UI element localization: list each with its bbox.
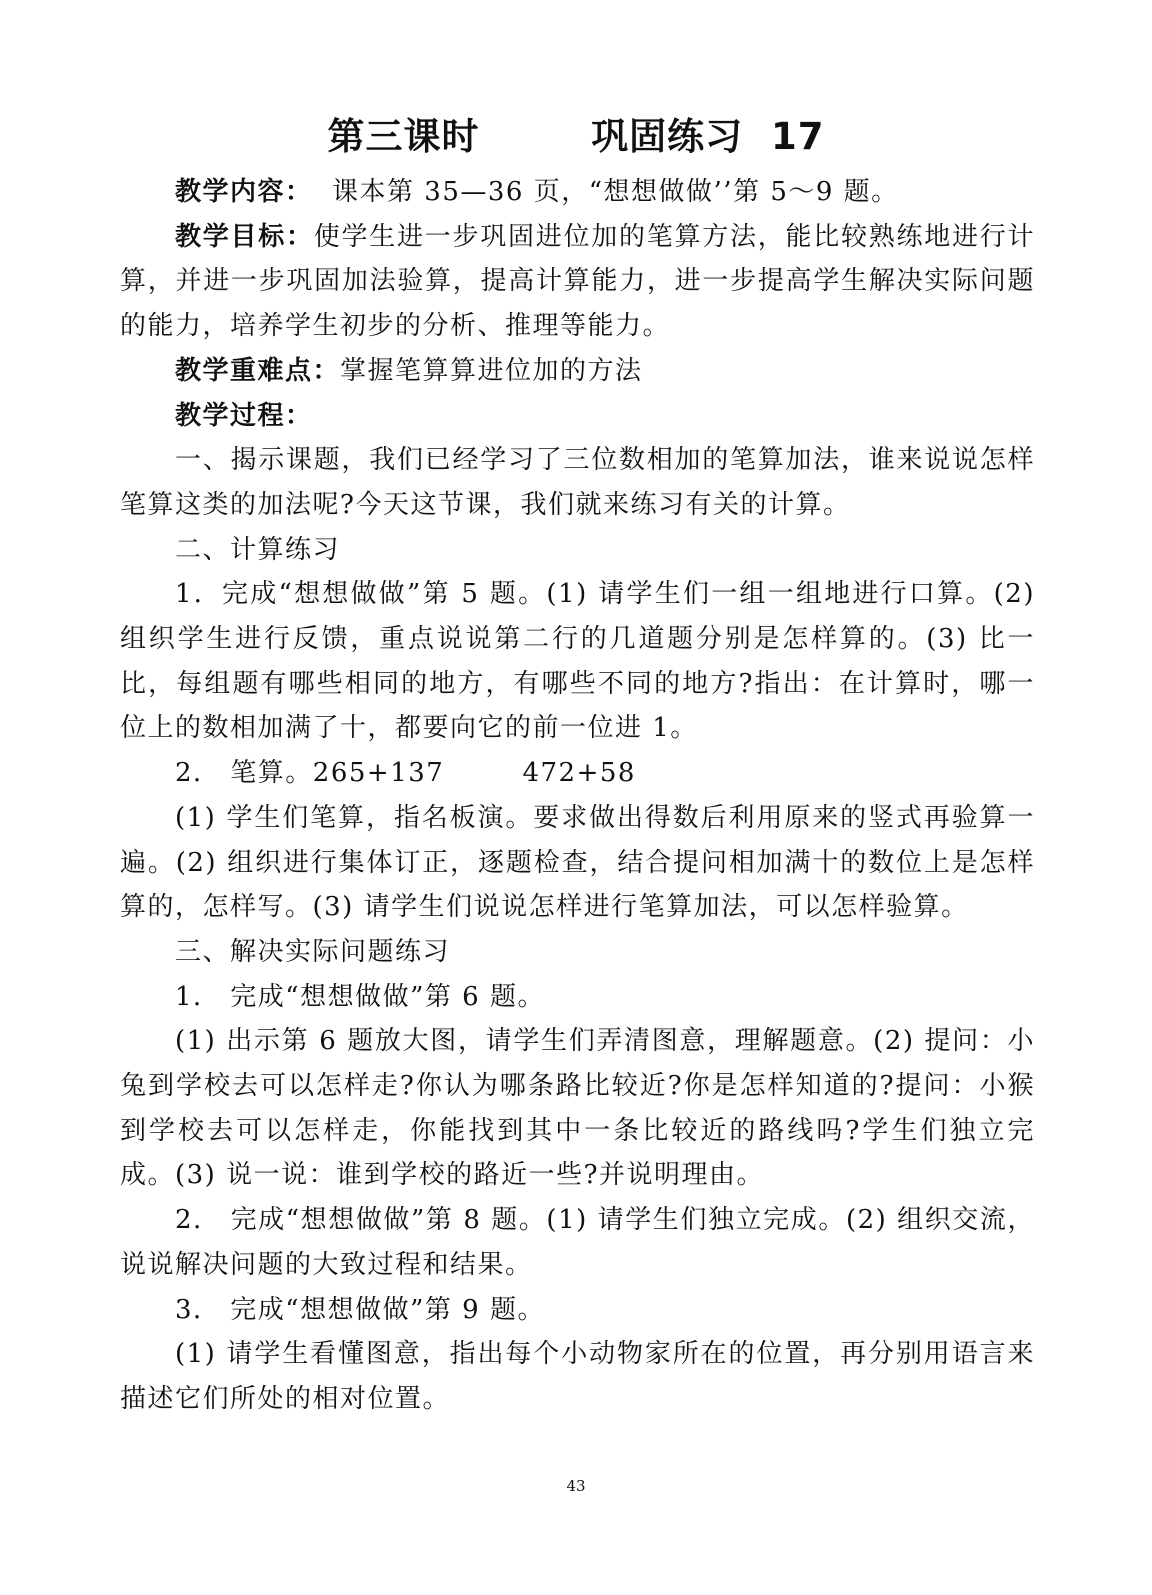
teaching-key-label: 教学重难点： <box>175 355 341 386</box>
teaching-key-line <box>120 349 1035 394</box>
body-paragraph-ex9: 3． 完成“想想做做”第 9 题。 <box>175 1294 545 1325</box>
teaching-goal-paragraph <box>120 215 1035 349</box>
section-heading-problems: 三、解决实际问题练习 <box>175 936 451 967</box>
body-paragraph-ex8: 2． 完成“想想做做”第 8 题。(1) 请学生们独立完成。(2) 组织交流，说说解决问题的大致过程和结果。 <box>120 1205 1035 1280</box>
teaching-key-text: 掌握笔算算进位加的方法 <box>340 355 643 386</box>
teaching-goal-label: 教学目标： <box>175 221 314 252</box>
body-paragraph-written-steps: (1) 学生们笔算，指名板演。要求做出得数后利用原来的竖式再验算一遍。(2) 组织进行集体订正，逐题检查，结合提问相加满十的数位上是怎样算的，怎样写。(3) 请学生们说说怎样进行笔算加法，可以怎样验算。 <box>120 802 1035 923</box>
lesson-title: 第三课时 巩固练习 17 <box>327 115 825 158</box>
teaching-content-text: 课本第 35—36 页，“想想做做’’第 5～9 题。 <box>312 177 899 207</box>
page-number: 43 <box>566 1477 586 1495</box>
body-paragraph-ex6: 1． 完成“想想做做”第 6 题。 <box>175 981 545 1012</box>
body-paragraph-ex5: 1．完成“想想做做”第 5 题。(1) 请学生们一组一组地进行口算。(2) 组织学生进行反馈，重点说说第二行的几道题分别是怎样算的。(3) 比一比，每组题有哪些相同的地方，有哪些不同的地方?指出：在计算时，哪一位上的数相加满了十，都要向它的前一位进 1。 <box>120 579 1035 744</box>
body-paragraph-written-calc: 2． 笔算。265+137 472+58 <box>175 758 636 789</box>
lesson-body <box>120 170 1035 1422</box>
body-paragraph-ex9-steps: (1) 请学生看懂图意，指出每个小动物家所在的位置，再分别用语言来描述它们所处的相对位置。 <box>120 1339 1035 1414</box>
body-paragraph-ex6-steps: (1) 出示第 6 题放大图，请学生们弄清图意，理解题意。(2) 提问：小兔到学校去可以怎样走?你认为哪条路比较近?你是怎样知道的?提问：小猴到学校去可以怎样走，你能找到其中一条比较近的路线吗?学生们独立完成。(3) 说一说：谁到学校的路近一些?并说明理由。 <box>120 1026 1035 1191</box>
teaching-content-label: 教学内容： <box>175 177 313 207</box>
teaching-content-line <box>120 170 1035 215</box>
body-paragraph-intro: 一、揭示课题，我们已经学习了三位数相加的笔算加法，谁来说说怎样笔算这类的加法呢?今天这节课，我们就来练习有关的计算。 <box>120 445 1035 520</box>
teaching-process-label: 教学过程： <box>175 400 313 431</box>
section-heading-calc: 二、计算练习 <box>175 534 341 565</box>
teaching-process-heading <box>120 394 1035 439</box>
teaching-goal-text: 使学生进一步巩固进位加的笔算方法，能比较熟练地进行计算，并进一步巩固加法验算，提高计算能力，进一步提高学生解决实际问题的能力，培养学生初步的分析、推理等能力。 <box>120 221 1035 342</box>
